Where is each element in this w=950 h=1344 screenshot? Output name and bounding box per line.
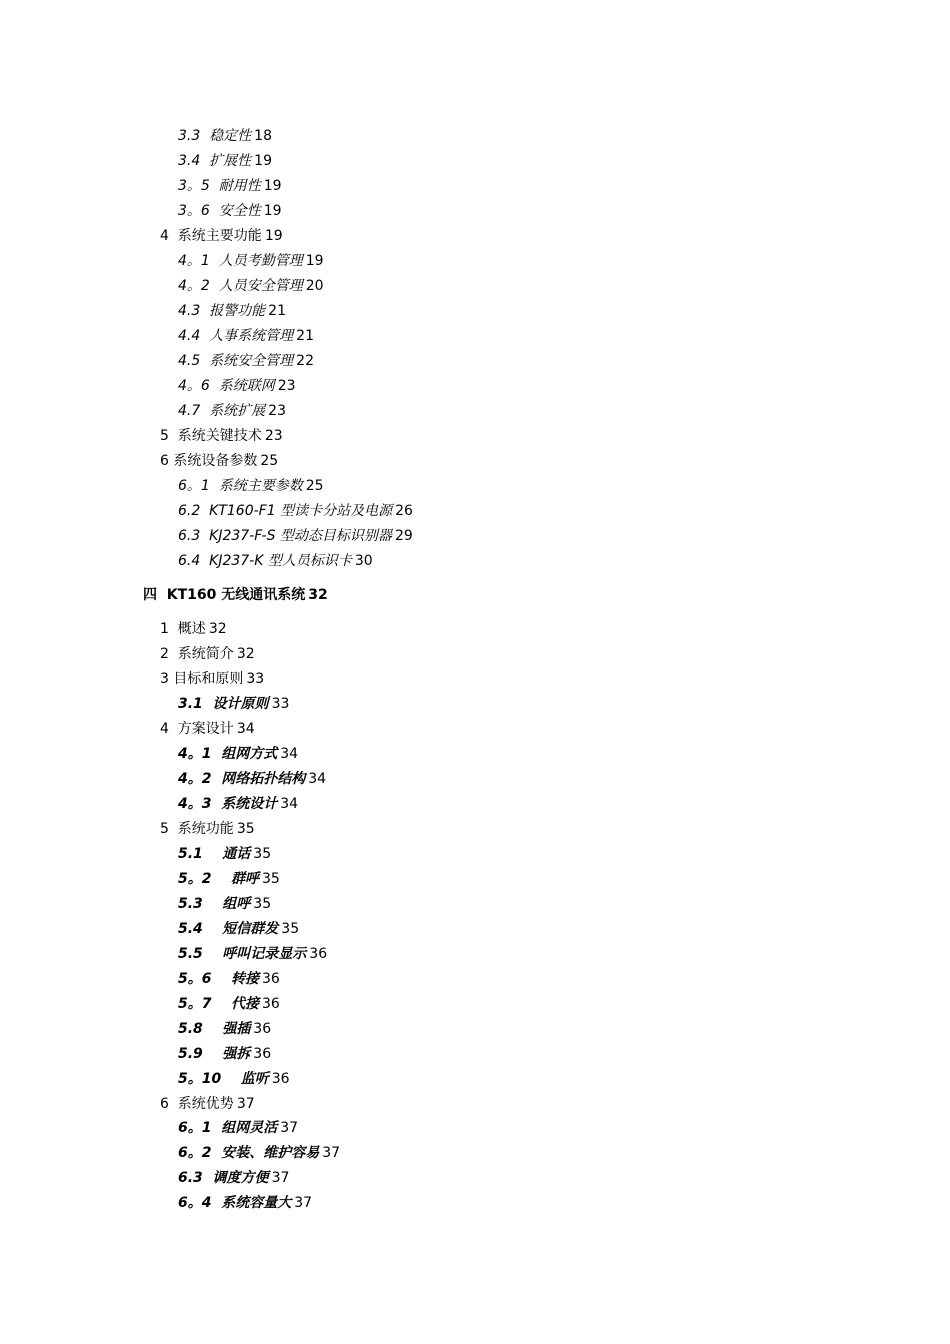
toc-entry-page-number: 34 xyxy=(280,746,299,762)
toc-entry-page-number: 35 xyxy=(281,921,300,937)
toc-entry-page-number: 19 xyxy=(254,153,272,169)
toc-entry-title: 6。2 安装、维护容易 xyxy=(178,1145,320,1161)
toc-entry-page-number: 32 xyxy=(236,646,255,662)
toc-entry[interactable] xyxy=(160,1094,255,1114)
toc-entry-page-number: 35 xyxy=(236,821,255,837)
toc-entry[interactable] xyxy=(178,401,286,421)
toc-entry-title: 1 概述 xyxy=(160,621,206,637)
toc-entry-title: 4。6 系统联网 xyxy=(178,378,275,394)
toc-entry[interactable] xyxy=(178,526,413,546)
toc-entry[interactable] xyxy=(178,1143,340,1163)
toc-entry[interactable] xyxy=(178,944,327,964)
toc-entry-title: 6。4 系统容量大 xyxy=(178,1195,292,1211)
toc-entry-page-number: 26 xyxy=(395,503,413,519)
toc-entry[interactable] xyxy=(178,301,286,321)
toc-entry[interactable] xyxy=(178,1044,271,1064)
toc-entry[interactable] xyxy=(178,969,280,989)
toc-entry[interactable] xyxy=(178,794,298,814)
toc-entry-page-number: 18 xyxy=(254,128,272,144)
toc-entry[interactable] xyxy=(178,769,326,789)
toc-entry-title: 5 系统关键技术 xyxy=(160,428,262,444)
toc-entry[interactable] xyxy=(178,694,289,714)
toc-entry-page-number: 36 xyxy=(261,996,280,1012)
toc-entry[interactable] xyxy=(178,894,271,914)
toc-entry[interactable] xyxy=(178,1168,289,1188)
toc-entry-page-number: 22 xyxy=(296,353,314,369)
toc-entry-title: 5.3 组呼 xyxy=(178,896,251,912)
toc-entry-page-number: 34 xyxy=(308,771,327,787)
toc-entry-page-number: 19 xyxy=(305,253,324,269)
toc-entry[interactable] xyxy=(178,151,272,171)
toc-entry[interactable] xyxy=(178,501,413,521)
toc-entry-title: 5.4 短信群发 xyxy=(178,921,279,937)
toc-entry-page-number: 37 xyxy=(271,1170,290,1186)
toc-entry-title: 4。3 系统设计 xyxy=(178,796,278,812)
toc-entry-title: 3.1 设计原则 xyxy=(178,696,269,712)
toc-entry-title: 2 系统简介 xyxy=(160,646,234,662)
toc-entry-title: 3.3 稳定性 xyxy=(178,128,252,144)
toc-entry-page-number: 21 xyxy=(296,328,314,344)
toc-entry-title: 6.4 KJ237-K 型人员标识卡 xyxy=(178,553,352,569)
toc-entry-title: 4.4 人事系统管理 xyxy=(178,328,294,344)
toc-entry-page-number: 25 xyxy=(305,478,324,494)
toc-entry[interactable] xyxy=(178,1193,312,1213)
toc-entry[interactable] xyxy=(178,551,373,571)
toc-entry[interactable] xyxy=(178,201,282,221)
toc-entry-page-number: 36 xyxy=(253,1046,272,1062)
toc-entry-title: 5.9 强拆 xyxy=(178,1046,251,1062)
toc-entry-page-number: 35 xyxy=(261,871,280,887)
toc-entry-page-number: 23 xyxy=(264,428,283,444)
toc-entry-page-number: 34 xyxy=(236,721,255,737)
toc-entry-title: 5。7 代接 xyxy=(178,996,259,1012)
toc-entry[interactable] xyxy=(178,476,324,496)
toc-entry-page-number: 32 xyxy=(208,621,227,637)
toc-entry[interactable] xyxy=(160,451,278,471)
toc-entry[interactable] xyxy=(160,619,227,639)
toc-entry-page-number: 36 xyxy=(261,971,280,987)
toc-entry-title: 4.3 报警功能 xyxy=(178,303,266,319)
toc-entry-page-number: 30 xyxy=(354,553,373,569)
toc-entry-title: 4。1 组网方式 xyxy=(178,746,278,762)
toc-entry-page-number: 34 xyxy=(280,796,299,812)
toc-entry-page-number: 37 xyxy=(322,1145,341,1161)
toc-entry-page-number: 19 xyxy=(264,228,283,244)
toc-entry-title: 4.7 系统扩展 xyxy=(178,403,266,419)
toc-entry[interactable] xyxy=(178,919,299,939)
toc-entry-page-number: 19 xyxy=(263,178,282,194)
toc-entry-page-number: 23 xyxy=(268,403,286,419)
toc-entry-page-number: 37 xyxy=(294,1195,313,1211)
toc-entry-title: 6.3 调度方便 xyxy=(178,1170,269,1186)
toc-entry-title: 四 KT160 无线通讯系统 xyxy=(143,587,306,603)
toc-entry[interactable] xyxy=(178,276,324,296)
toc-entry-title: 5.1 通话 xyxy=(178,846,251,862)
toc-entry[interactable] xyxy=(178,251,324,271)
toc-entry-page-number: 21 xyxy=(268,303,286,319)
toc-entry[interactable] xyxy=(178,1069,290,1089)
toc-entry-title: 5。10 监听 xyxy=(178,1071,269,1087)
toc-entry-page-number: 36 xyxy=(271,1071,290,1087)
toc-entry[interactable] xyxy=(178,994,280,1014)
toc-entry-title: 6.3 KJ237-F-S 型动态目标识别器 xyxy=(178,528,392,544)
toc-entry-title: 6.2 KT160-F1 型读卡分站及电源 xyxy=(178,503,393,519)
toc-entry-title: 4。1 人员考勤管理 xyxy=(178,253,303,269)
toc-entry-page-number: 37 xyxy=(236,1096,255,1112)
toc-entry-title: 6。1 组网灵活 xyxy=(178,1120,278,1136)
toc-entry[interactable] xyxy=(178,126,272,146)
toc-entry-title: 6。1 系统主要参数 xyxy=(178,478,303,494)
toc-entry-page-number: 20 xyxy=(305,278,324,294)
toc-entry-page-number: 36 xyxy=(309,946,328,962)
toc-entry-title: 6 系统设备参数 xyxy=(160,453,258,469)
toc-entry[interactable] xyxy=(178,744,298,764)
toc-entry[interactable] xyxy=(178,326,314,346)
toc-entry-title: 5 系统功能 xyxy=(160,821,234,837)
toc-entry[interactable] xyxy=(178,176,282,196)
toc-entry-title: 5.8 强插 xyxy=(178,1021,251,1037)
toc-entry-title: 4.5 系统安全管理 xyxy=(178,353,294,369)
toc-entry[interactable] xyxy=(160,719,255,739)
toc-entry-page-number: 36 xyxy=(253,1021,272,1037)
toc-entry[interactable] xyxy=(178,844,271,864)
toc-entry-title: 4。2 网络拓扑结构 xyxy=(178,771,306,787)
toc-entry-title: 5.5 呼叫记录显示 xyxy=(178,946,307,962)
toc-entry[interactable] xyxy=(178,351,314,371)
toc-entry[interactable] xyxy=(160,644,255,664)
toc-entry-title: 3 目标和原则 xyxy=(160,671,244,687)
toc-entry[interactable] xyxy=(160,819,255,839)
toc-entry[interactable] xyxy=(178,376,296,396)
toc-entry-page-number: 29 xyxy=(394,528,413,544)
toc-entry-title: 5。6 转接 xyxy=(178,971,259,987)
toc-entry-title: 4 系统主要功能 xyxy=(160,228,262,244)
toc-entry-title: 4 方案设计 xyxy=(160,721,234,737)
toc-entry-title: 4。2 人员安全管理 xyxy=(178,278,303,294)
toc-entry-page-number: 35 xyxy=(253,896,272,912)
toc-entry-title: 3。6 安全性 xyxy=(178,203,261,219)
toc-entry-page-number: 19 xyxy=(263,203,282,219)
toc-entry-title: 3.4 扩展性 xyxy=(178,153,252,169)
toc-entry-page-number: 25 xyxy=(260,453,279,469)
toc-entry-title: 5。2 群呼 xyxy=(178,871,259,887)
toc-entry[interactable] xyxy=(178,1019,271,1039)
toc-entry[interactable] xyxy=(178,1118,298,1138)
toc-entry[interactable] xyxy=(160,226,283,246)
toc-entry-page-number: 33 xyxy=(246,671,265,687)
toc-entry-page-number: 32 xyxy=(308,587,328,603)
toc-entry-page-number: 37 xyxy=(280,1120,299,1136)
toc-entry-page-number: 33 xyxy=(271,696,290,712)
toc-entry-page-number: 35 xyxy=(253,846,272,862)
toc-entry-page-number: 23 xyxy=(277,378,296,394)
toc-entry[interactable] xyxy=(160,426,283,446)
toc-section-heading[interactable] xyxy=(143,585,328,605)
toc-entry-title: 3。5 耐用性 xyxy=(178,178,261,194)
toc-entry[interactable] xyxy=(178,869,280,889)
toc-entry-title: 6 系统优势 xyxy=(160,1096,234,1112)
toc-entry[interactable] xyxy=(160,669,264,689)
